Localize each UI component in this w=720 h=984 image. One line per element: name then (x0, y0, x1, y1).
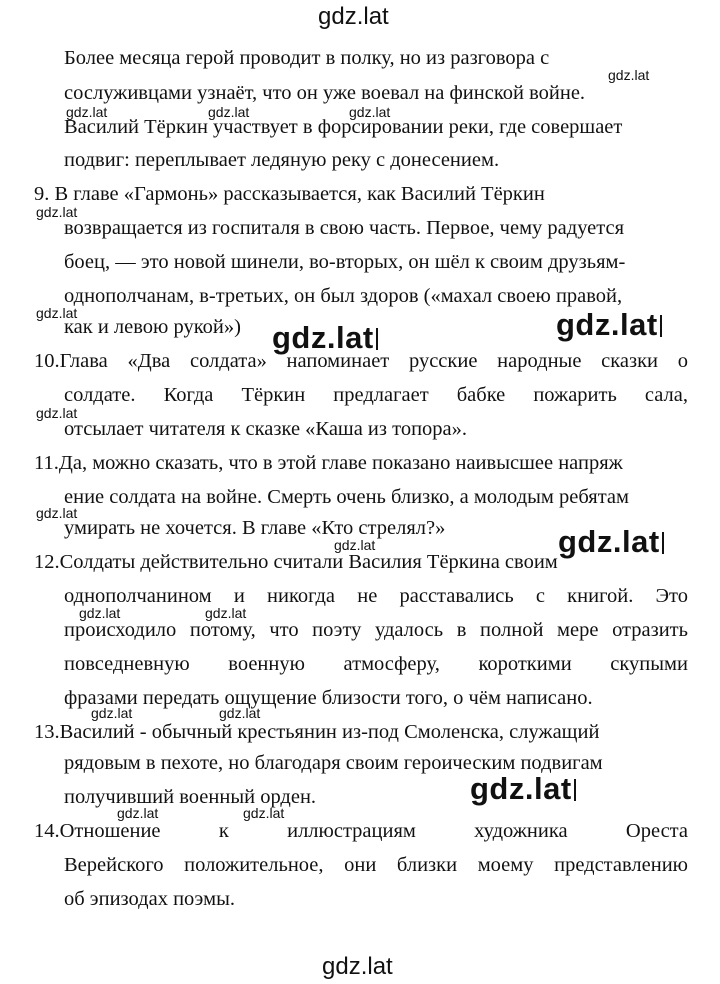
text-line: однополчанам, в-третьих, он был здоров («махал своею правой, (64, 285, 623, 307)
list-item-11: 11.Да, можно сказать, что в этой главе показано наивысшее напряж (34, 452, 623, 474)
text-line: получивший военный орден. (64, 786, 317, 808)
watermark-large: gdz.lat (556, 309, 662, 340)
watermark-small: gdz.lat (608, 67, 650, 83)
list-item-14: 14.Отношение к иллюстрациям художника Ореста (34, 820, 688, 842)
text-line: об эпизодах поэмы. (64, 888, 236, 910)
text-line: фразами передать ощущение близости того, о чём написано. (64, 687, 593, 709)
text-line: боец, — это новой шинели, во-вторых, он шёл к своим друзьям- (64, 251, 626, 273)
list-item-10: 10.Глава «Два солдата» напоминает русские народные сказки о (34, 350, 688, 372)
watermark-large: gdz.lat (470, 773, 576, 804)
text-line: повседневную военную атмосферу, короткими скупыми (64, 653, 688, 675)
text-line: рядовым в пехоте, но благодаря своим героическим подвигам (64, 752, 603, 774)
watermark-small: gdz.lat (79, 605, 121, 621)
text-line: отсылает читателя к сказке «Каша из топора». (64, 418, 468, 440)
watermark-small: gdz.lat (208, 104, 250, 120)
watermark-small: gdz.lat (36, 405, 78, 421)
watermark-small: gdz.lat (219, 705, 261, 721)
watermark-small: gdz.lat (36, 204, 78, 220)
watermark-small: gdz.lat (243, 805, 285, 821)
watermark-small: gdz.lat (36, 505, 78, 521)
list-item-13: 13.Василий - обычный крестьянин из-под Смоленска, служащий (34, 721, 600, 743)
watermark-small: gdz.lat (205, 605, 247, 621)
list-item-9: 9. В главе «Гармонь» рассказывается, как Василий Тёркин (34, 183, 545, 205)
text-line: однополчанином и никогда не расставались с книгой. Это (64, 585, 688, 607)
watermark-small: gdz.lat (66, 104, 108, 120)
text-line: Более месяца герой проводит в полку, но из разговора с (64, 47, 550, 69)
text-line: происходило потому, что поэту удалось в полной мере отразить (64, 619, 688, 641)
watermark-small: gdz.lat (349, 104, 391, 120)
text-line: возвращается из госпиталя в свою часть. Первое, чему радуется (64, 217, 625, 239)
text-line: умирать не хочется. В главе «Кто стрелял?» (64, 517, 446, 539)
watermark-header: gdz.lat (318, 3, 389, 30)
watermark-small: gdz.lat (91, 705, 133, 721)
watermark-small: gdz.lat (36, 305, 78, 321)
text-line: как и левою рукой») (64, 316, 241, 338)
text-line: солдате. Когда Тёркин предлагает бабке пожарить сала, (64, 384, 688, 406)
text-line: ение солдата на войне. Смерть очень близко, а молодым ребятам (64, 486, 629, 508)
text-line: подвиг: переплывает ледяную реку с донесением. (64, 149, 500, 171)
text-line: Василий Тёркин участвует в форсировании реки, где совершает (64, 116, 623, 138)
text-line: Верейского положительное, они близки моему представлению (64, 854, 688, 876)
watermark-footer: gdz.lat (322, 953, 393, 980)
watermark-small: gdz.lat (334, 537, 376, 553)
watermark-large: gdz.lat (558, 526, 664, 557)
list-item-12: 12.Солдаты действительно считали Василия Тёркина своим (34, 551, 558, 573)
watermark-large: gdz.lat (272, 322, 378, 353)
watermark-small: gdz.lat (117, 805, 159, 821)
text-line: сослуживцами узнаёт, что он уже воевал на финской войне. (64, 82, 586, 104)
